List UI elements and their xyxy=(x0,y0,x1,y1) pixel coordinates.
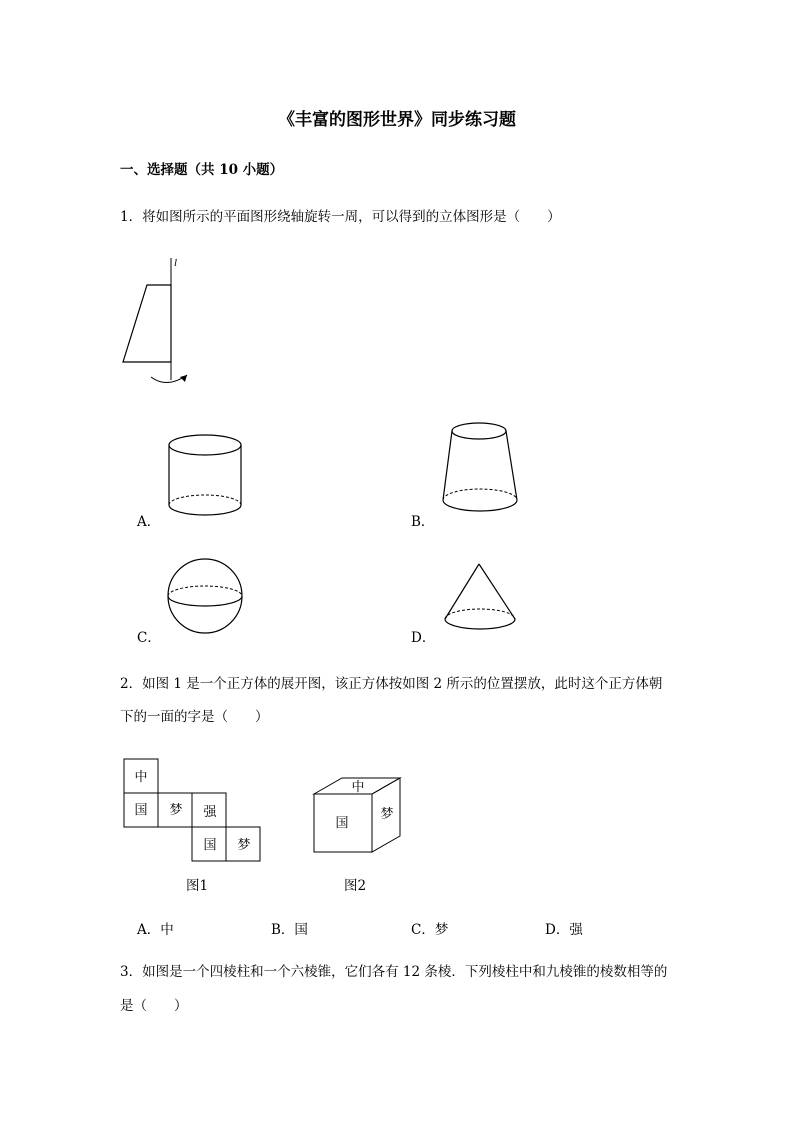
question-1 xyxy=(120,207,561,227)
question-3-line-2: 是（ ） xyxy=(120,998,188,1014)
net-cell-6: 梦 xyxy=(237,838,251,853)
cube-top-face: 中 xyxy=(351,780,365,795)
net-cell-1: 中 xyxy=(134,770,148,785)
question-number: 1． xyxy=(120,209,143,225)
option-c-label[interactable]: C． xyxy=(137,630,161,646)
net-cell-5: 国 xyxy=(203,838,217,853)
cube-figure xyxy=(312,776,404,856)
question-text: 如图 1 是一个正方体的展开图，该正方体按如图 2 所示的位置摆放，此时这个正方体朝 xyxy=(142,676,663,692)
question-number: 3． xyxy=(120,964,143,980)
option-b-frustum xyxy=(440,420,522,516)
cube-side-face: 梦 xyxy=(380,807,394,822)
axis-label: l xyxy=(174,257,178,269)
q2-option-c[interactable]: C．梦 xyxy=(411,922,449,938)
net-cell-2: 国 xyxy=(134,803,148,818)
section-heading: 一、选择题（共 10 小题） xyxy=(120,162,284,178)
figure-1-caption: 图1 xyxy=(186,878,209,894)
figure-2-caption: 图2 xyxy=(344,878,367,894)
net-cell-4: 强 xyxy=(203,805,217,820)
q2-option-d[interactable]: D．强 xyxy=(545,922,583,938)
option-d-label[interactable]: D． xyxy=(411,630,436,646)
question-text: 如图是一个四棱柱和一个六棱锥，它们各有 12 条棱．下列棱柱中和九棱锥的棱数相等的 xyxy=(142,964,668,980)
option-a-cylinder xyxy=(165,432,245,522)
option-a-label[interactable]: A． xyxy=(137,514,161,530)
cube-net-figure xyxy=(123,758,263,862)
option-b-label[interactable]: B． xyxy=(411,514,435,530)
option-c-sphere xyxy=(165,557,245,637)
q1-figure-trapezoid xyxy=(115,255,205,390)
question-text: 将如图所示的平面图形绕轴旋转一周，可以得到的立体图形是（ ） xyxy=(142,209,561,225)
option-d-cone xyxy=(442,562,522,637)
question-number: 2． xyxy=(120,676,143,692)
cube-front-face: 国 xyxy=(335,816,349,831)
question-2-line-2: 下的一面的字是（ ） xyxy=(120,709,269,725)
q2-option-b[interactable]: B．国 xyxy=(271,922,308,938)
page-title: 《丰富的图形世界》同步练习题 xyxy=(278,110,516,130)
question-3-line-1 xyxy=(120,962,667,982)
q2-option-a[interactable]: A．中 xyxy=(137,922,174,938)
net-cell-3: 梦 xyxy=(169,803,183,818)
question-2-line-1 xyxy=(120,674,662,694)
